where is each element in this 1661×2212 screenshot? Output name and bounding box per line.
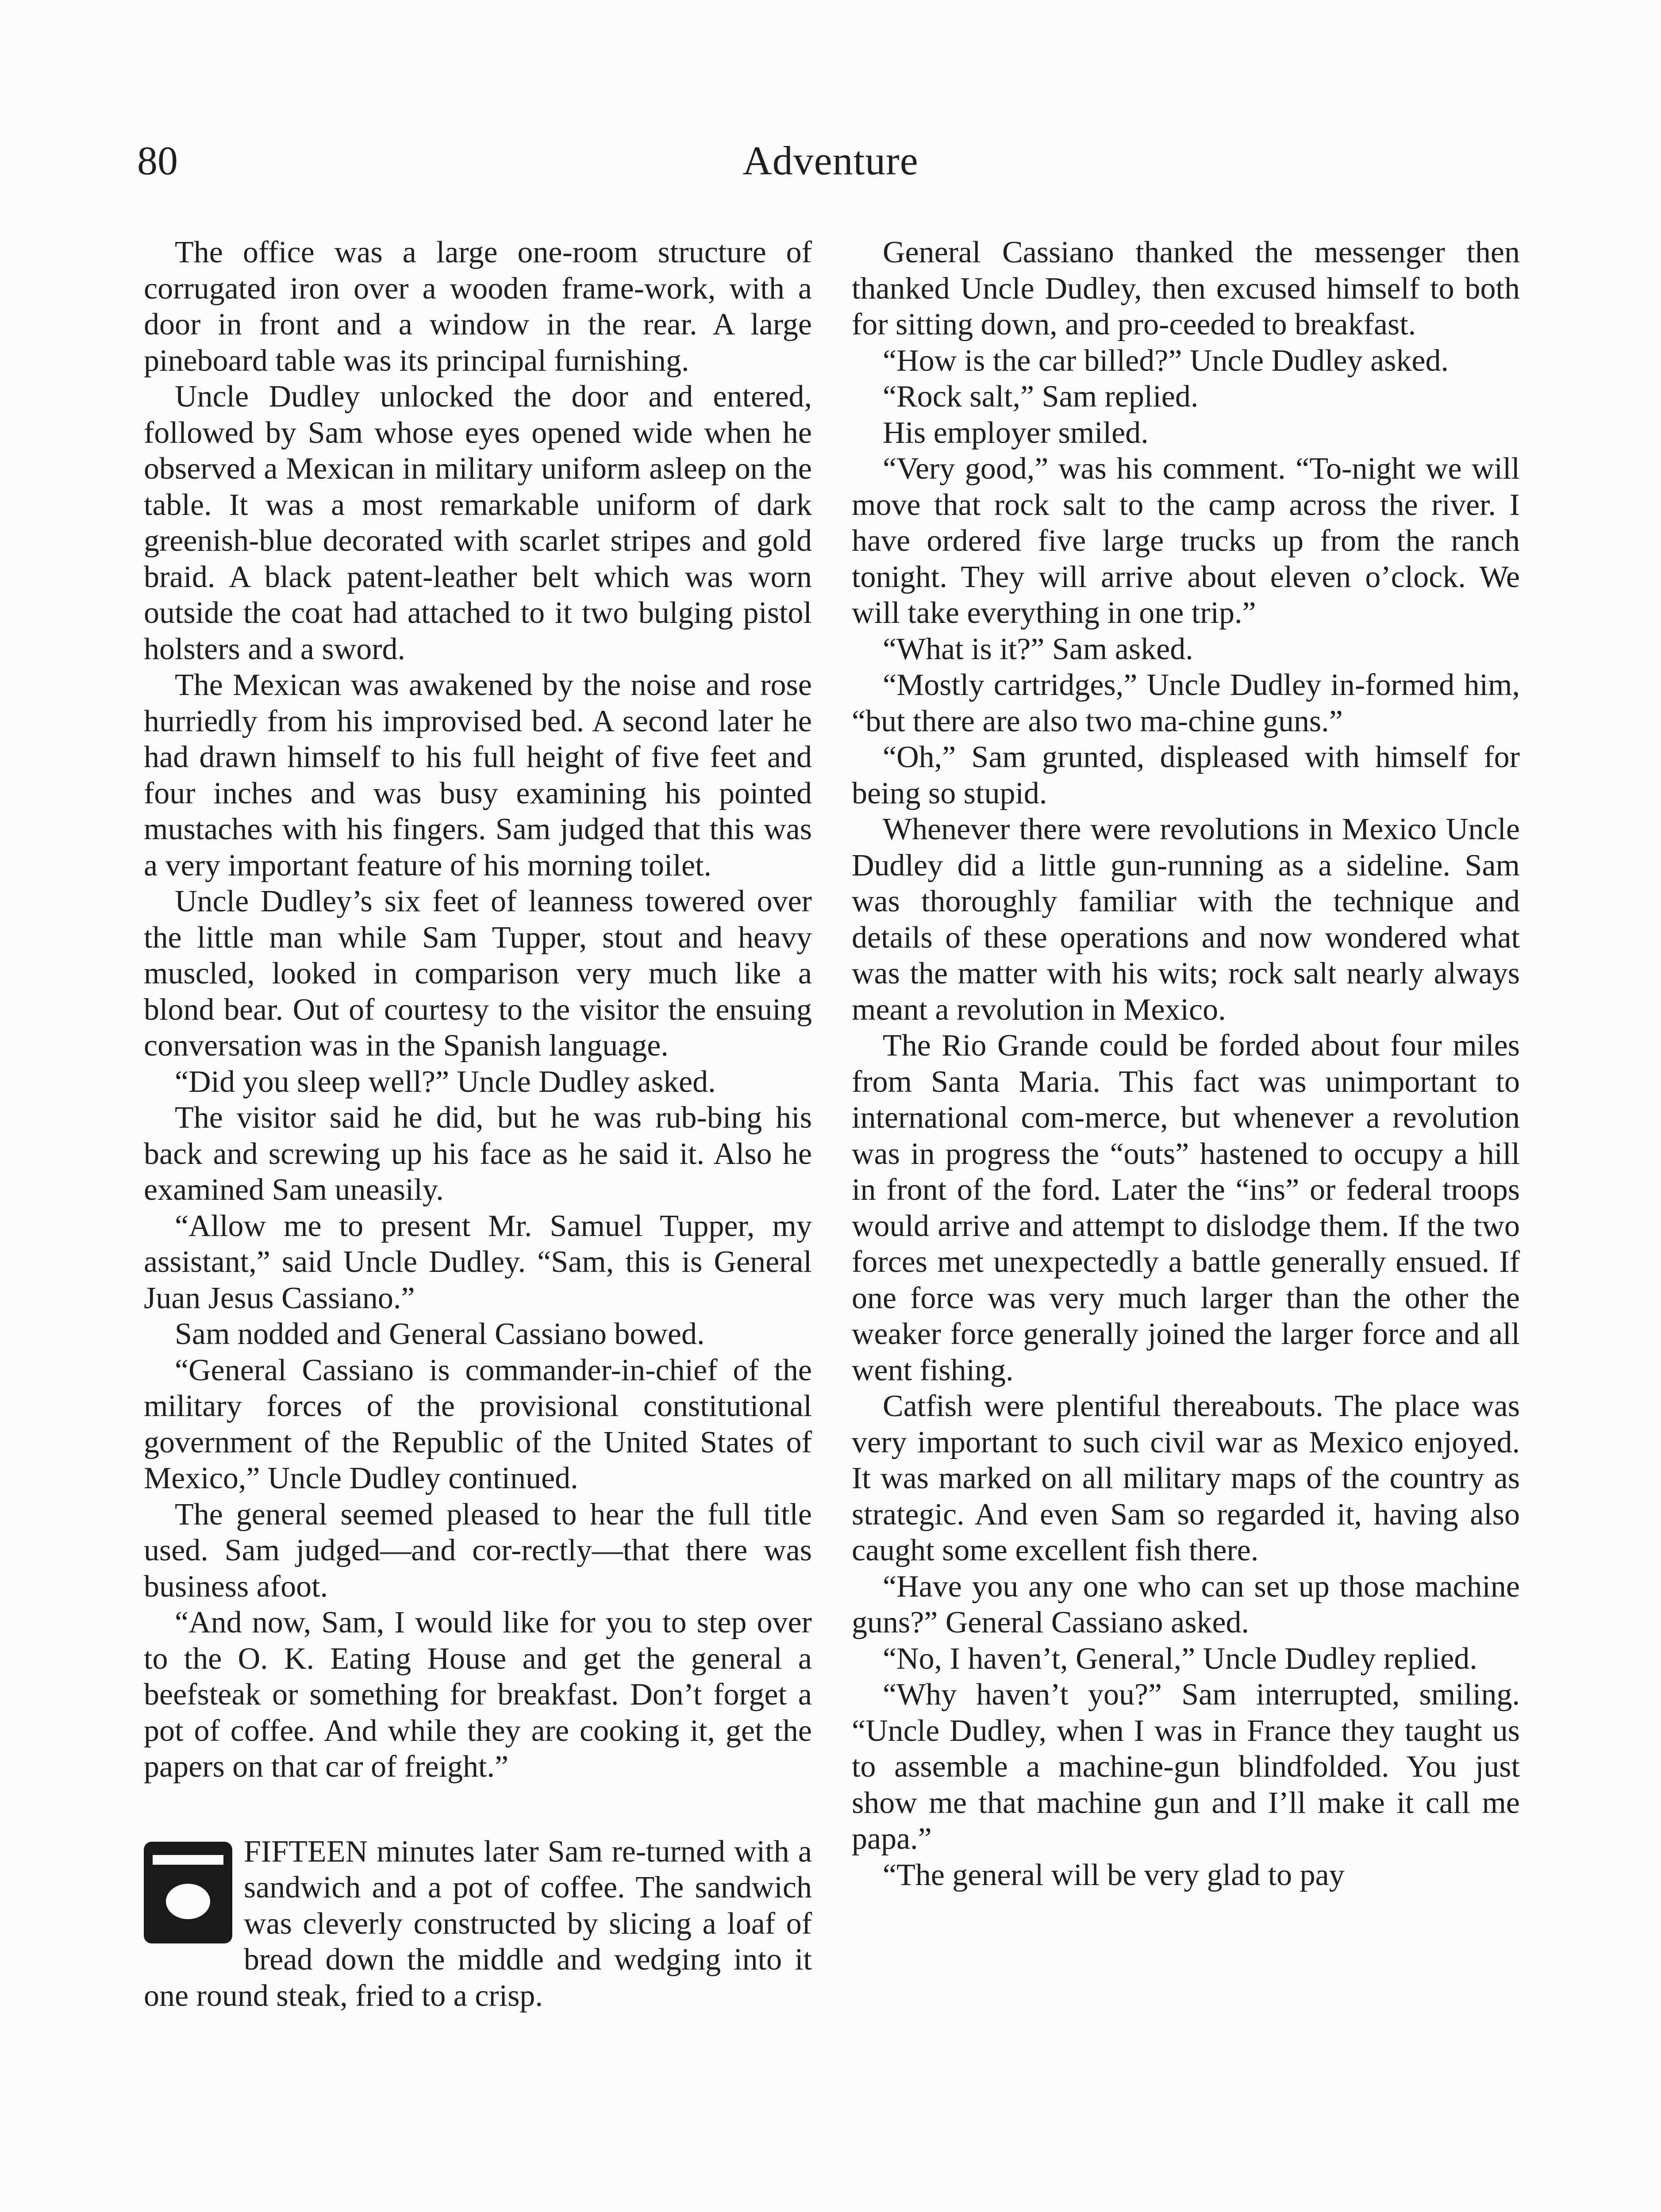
paragraph: Uncle Dudley’s six feet of leanness towered over the little man while Sam Tupper, stout and heavy muscled, looked in comparison very much like a blond bear. Out of courtesy to the visitor the ensuing conversation was in the Spanish language. <box>144 884 812 1063</box>
magazine-title: Adventure <box>742 138 919 183</box>
paragraph: General Cassiano thanked the messenger then thanked Uncle Dudley, then excused himself to both for sitting down, and pro-ceeded to breakfast. <box>852 235 1520 342</box>
paragraph: The office was a large one-room structure of corrugated iron over a wooden frame-work, with a door in front and a window in the rear. A large pineboard table was its principal furnishing. <box>144 235 812 378</box>
paragraph: The Mexican was awakened by the noise and rose hurriedly from his improvised bed. A second later he had drawn himself to his full height of five feet and four inches and was busy examining his pointed mustaches with his fingers. Sam judged that this was a very important feature of his morning toilet. <box>144 668 812 883</box>
paragraph: “The general will be very glad to pay <box>883 1858 1345 1892</box>
paragraph: “How is the car billed?” Uncle Dudley asked. <box>883 343 1449 378</box>
paragraph: “Oh,” Sam grunted, displeased with himself for being so stupid. <box>852 740 1520 810</box>
paragraph: “No, I haven’t, General,” Uncle Dudley replied. <box>883 1641 1477 1676</box>
decorative-initial-icon <box>144 1842 232 1943</box>
paragraph: “Mostly cartridges,” Uncle Dudley in-formed him, “but there are also two ma-chine guns.” <box>852 668 1520 738</box>
paragraph: “Why haven’t you?” Sam interrupted, smiling. “Uncle Dudley, when I was in France they taught us to assemble a machine-gun blindfolded. You just show me that machine gun and I’ll make it call me papa.” <box>852 1678 1520 1856</box>
right-column <box>852 234 1520 1893</box>
paragraph: The Rio Grande could be forded about four miles from Santa Maria. This fact was unimportant to international com-merce, but whenever a revolution was in progress the “outs” hastened to occupy a hill in front of the ford. Later the “ins” or federal troops would arrive and attempt to dislodge them. If the two forces met unexpectedly a battle generally ensued. If one force was very much larger than the other the weaker force generally joined the larger force and all went fishing. <box>852 1029 1520 1387</box>
paragraph: Sam nodded and General Cassiano bowed. <box>175 1317 705 1351</box>
paragraph: “Have you any one who can set up those machine guns?” General Cassiano asked. <box>852 1569 1520 1640</box>
paragraph: The visitor said he did, but he was rub-bing his back and screwing up his face as he said it. Also he examined Sam uneasily. <box>144 1101 812 1207</box>
paragraph: “And now, Sam, I would like for you to step over to the O. K. Eating House and get the general a beefsteak or something for breakfast. Don’t forget a pot of coffee. And while they are cooking it, get the papers on that car of freight.” <box>144 1605 812 1784</box>
page-number: 80 <box>137 138 178 183</box>
paragraph: “Allow me to present Mr. Samuel Tupper, my assistant,” said Uncle Dudley. “Sam, this is General Juan Jesus Cassiano.” <box>144 1209 812 1315</box>
paragraph: “Rock salt,” Sam replied. <box>883 380 1199 414</box>
left-column <box>144 234 812 2014</box>
paragraph: Whenever there were revolutions in Mexico Uncle Dudley did a little gun-running as a sideline. Sam was thoroughly familiar with the technique and details of these operations and now wondered what was the matter with his wits; rock salt nearly always meant a revolution in Mexico. <box>852 812 1520 1027</box>
paragraph: “Did you sleep well?” Uncle Dudley asked. <box>175 1064 716 1099</box>
paragraph: Catfish were plentiful thereabouts. The place was very important to such civil war as Mexico enjoyed. It was marked on all military maps of the country as strategic. And even Sam so regarded it, having also caught some excellent fish there. <box>852 1389 1520 1567</box>
page-header <box>137 137 1524 195</box>
paragraph: “Very good,” was his comment. “To-night we will move that rock salt to the camp across the river. I have ordered five large trucks up from the ranch tonight. They will arrive about eleven o’clock. We will take everything in one trip.” <box>852 452 1520 630</box>
paragraph: His employer smiled. <box>883 415 1149 450</box>
paragraph: “What is it?” Sam asked. <box>883 632 1193 666</box>
section-break-paragraph <box>144 1834 812 2014</box>
section-break-text: FIFTEEN minutes later Sam re-turned with a sandwich and a pot of coffee. The sandwich was cleverly constructed by slicing a loaf of bread down the middle and wedging into it one round steak, fried to a crisp. <box>144 1834 812 2013</box>
paragraph: The general seemed pleased to hear the full title used. Sam judged—and cor-rectly—that there was business afoot. <box>144 1497 812 1604</box>
paragraph: Uncle Dudley unlocked the door and entered, followed by Sam whose eyes opened wide when he observed a Mexican in military uniform asleep on the table. It was a most remarkable uniform of dark greenish-blue decorated with scarlet stripes and gold braid. A black patent-leather belt which was worn outside the coat had attached to it two bulging pistol holsters and a sword. <box>144 380 812 666</box>
paragraph: “General Cassiano is commander-in-chief of the military forces of the provisional constitutional government of the Republic of the United States of Mexico,” Uncle Dudley continued. <box>144 1353 812 1495</box>
